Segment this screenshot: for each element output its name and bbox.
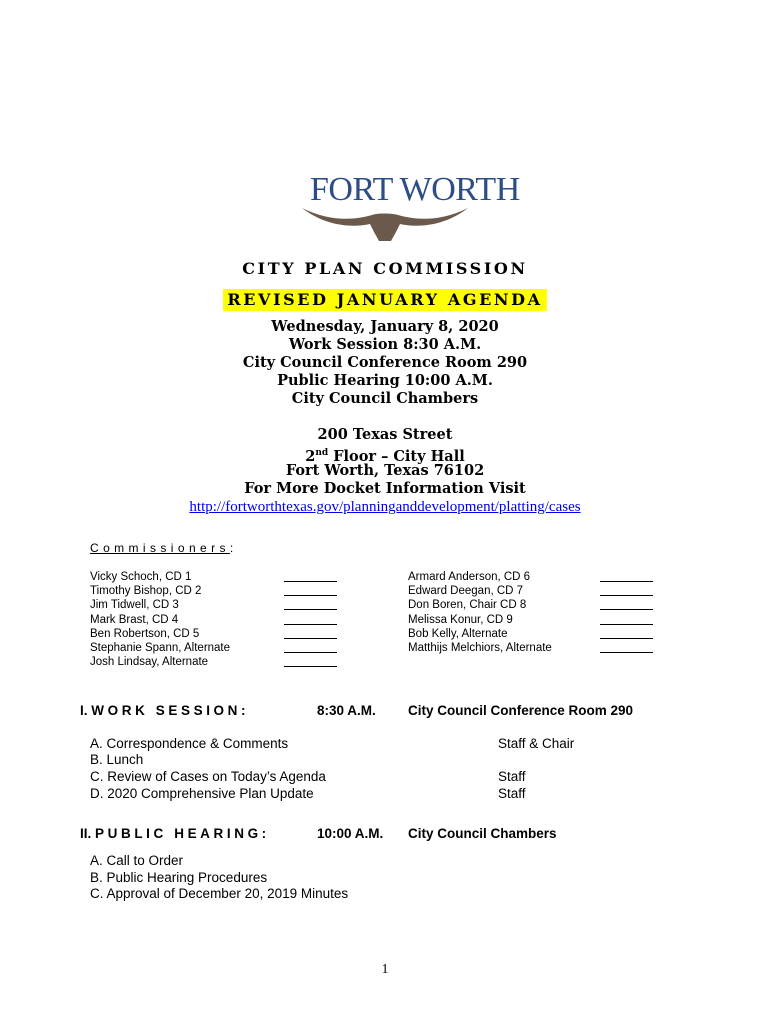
attendance-blank [284,624,337,625]
section-numeral: II. [80,826,92,841]
commissioner-name: Vicky Schoch, CD 1 [90,571,192,583]
work-session-heading [80,703,249,718]
attendance-blank [284,638,337,639]
commissioner-name: Bob Kelly, Alternate [408,627,508,640]
attendance-blank [600,652,653,653]
commissioner-name: Melissa Konur, CD 9 [408,613,513,626]
meeting-date: Wednesday, January 8, 2020 [271,318,499,335]
section-numeral: I. [80,703,88,718]
agenda-item: A. Correspondence & Comments [90,736,289,751]
agenda-item-owner: Staff [498,786,526,801]
commissioner-name: Mark Brast, CD 4 [90,613,179,626]
page-title: CITY PLAN COMMISSION [242,259,528,278]
commissioner-row [90,613,340,627]
commissioner-name: Matthijs Melchiors, Alternate [408,641,552,654]
floor-suffix: nd [315,448,329,458]
commissioner-name: Josh Lindsay, Alternate [90,656,209,669]
commissioner-row [90,641,340,655]
commissioner-row [408,570,658,584]
agenda-item: B. Public Hearing Procedures [90,870,268,885]
commissioner-name: Stephanie Spann, Alternate [90,641,231,654]
agenda-item: C. Approval of December 20, 2019 Minutes [90,886,349,901]
commissioner-row [408,641,658,655]
attendance-blank [284,609,337,610]
longhorn-icon [300,204,470,244]
attendance-blank [284,666,337,667]
agenda-item-owner: Staff & Chair [498,736,575,751]
commissioner-row [90,584,340,598]
commissioner-name: Edward Deegan, CD 7 [408,585,524,598]
commissioner-row [408,598,658,612]
commissioners-label-colon: : [229,541,238,555]
attendance-blank [600,609,653,610]
agenda-item: D. 2020 Comprehensive Plan Update [90,786,314,801]
page-number: 1 [381,962,389,977]
fort-worth-logo [300,170,520,250]
commissioner-row [90,655,340,669]
public-hearing-heading [80,826,270,841]
agenda-item: C. Review of Cases on Today’s Agenda [90,769,326,784]
section-title: WORK SESSION: [91,703,250,718]
attendance-blank [600,624,653,625]
attendance-blank [284,581,337,582]
commissioners-label [90,541,238,555]
commissioner-row [408,627,658,641]
agenda-item: A. Call to Order [90,853,184,868]
logo-word-fort: FORT [310,171,393,208]
commissioners-label-text: Commissioners [90,541,230,555]
work-session-time: Work Session 8:30 A.M. [288,336,482,353]
attendance-blank [600,638,653,639]
commissioner-name: Jim Tidwell, CD 3 [90,599,179,612]
address-city: Fort Worth, Texas 76102 [285,462,485,479]
public-hearing-time-label: 10:00 A.M. [317,826,384,841]
attendance-blank [284,595,337,596]
commissioner-name: Timothy Bishop, CD 2 [90,585,202,598]
floor-text: Floor – City Hall [328,447,465,465]
logo-word-worth: WORTH [399,171,520,208]
work-session-location: City Council Conference Room 290 [408,703,634,718]
commissioner-name: Ben Robertson, CD 5 [90,627,200,640]
commissioners-right-list [408,570,658,655]
floor-number: 2 [305,447,316,465]
work-session-time-label: 8:30 A.M. [317,703,376,718]
section-title: PUBLIC HEARING: [95,826,270,841]
commissioner-name: Armard Anderson, CD 6 [408,571,531,583]
public-hearing-time: Public Hearing 10:00 A.M. [277,372,493,389]
agenda-item-owner: Staff [498,769,526,784]
docket-link[interactable]: http://fortworthtexas.gov/planninganddevelopment/platting/cases [189,499,581,515]
attendance-blank [600,595,653,596]
conference-room: City Council Conference Room 290 [242,354,528,371]
agenda-subtitle-row [0,289,770,311]
commissioner-row [90,627,340,641]
commissioners-left-list [90,570,340,669]
public-hearing-location: City Council Chambers [408,826,557,841]
commissioner-row [408,613,658,627]
attendance-blank [600,581,653,582]
council-chambers: City Council Chambers [291,390,479,407]
commissioner-row [408,584,658,598]
agenda-subtitle: REVISED JANUARY AGENDA [223,289,546,311]
commissioner-name: Don Boren, Chair CD 8 [408,599,527,612]
commissioner-row [90,598,340,612]
attendance-blank [284,652,337,653]
agenda-item: B. Lunch [90,752,144,767]
docket-info: For More Docket Information Visit [244,480,526,497]
commissioner-row [90,570,340,584]
address-street: 200 Texas Street [317,426,453,443]
